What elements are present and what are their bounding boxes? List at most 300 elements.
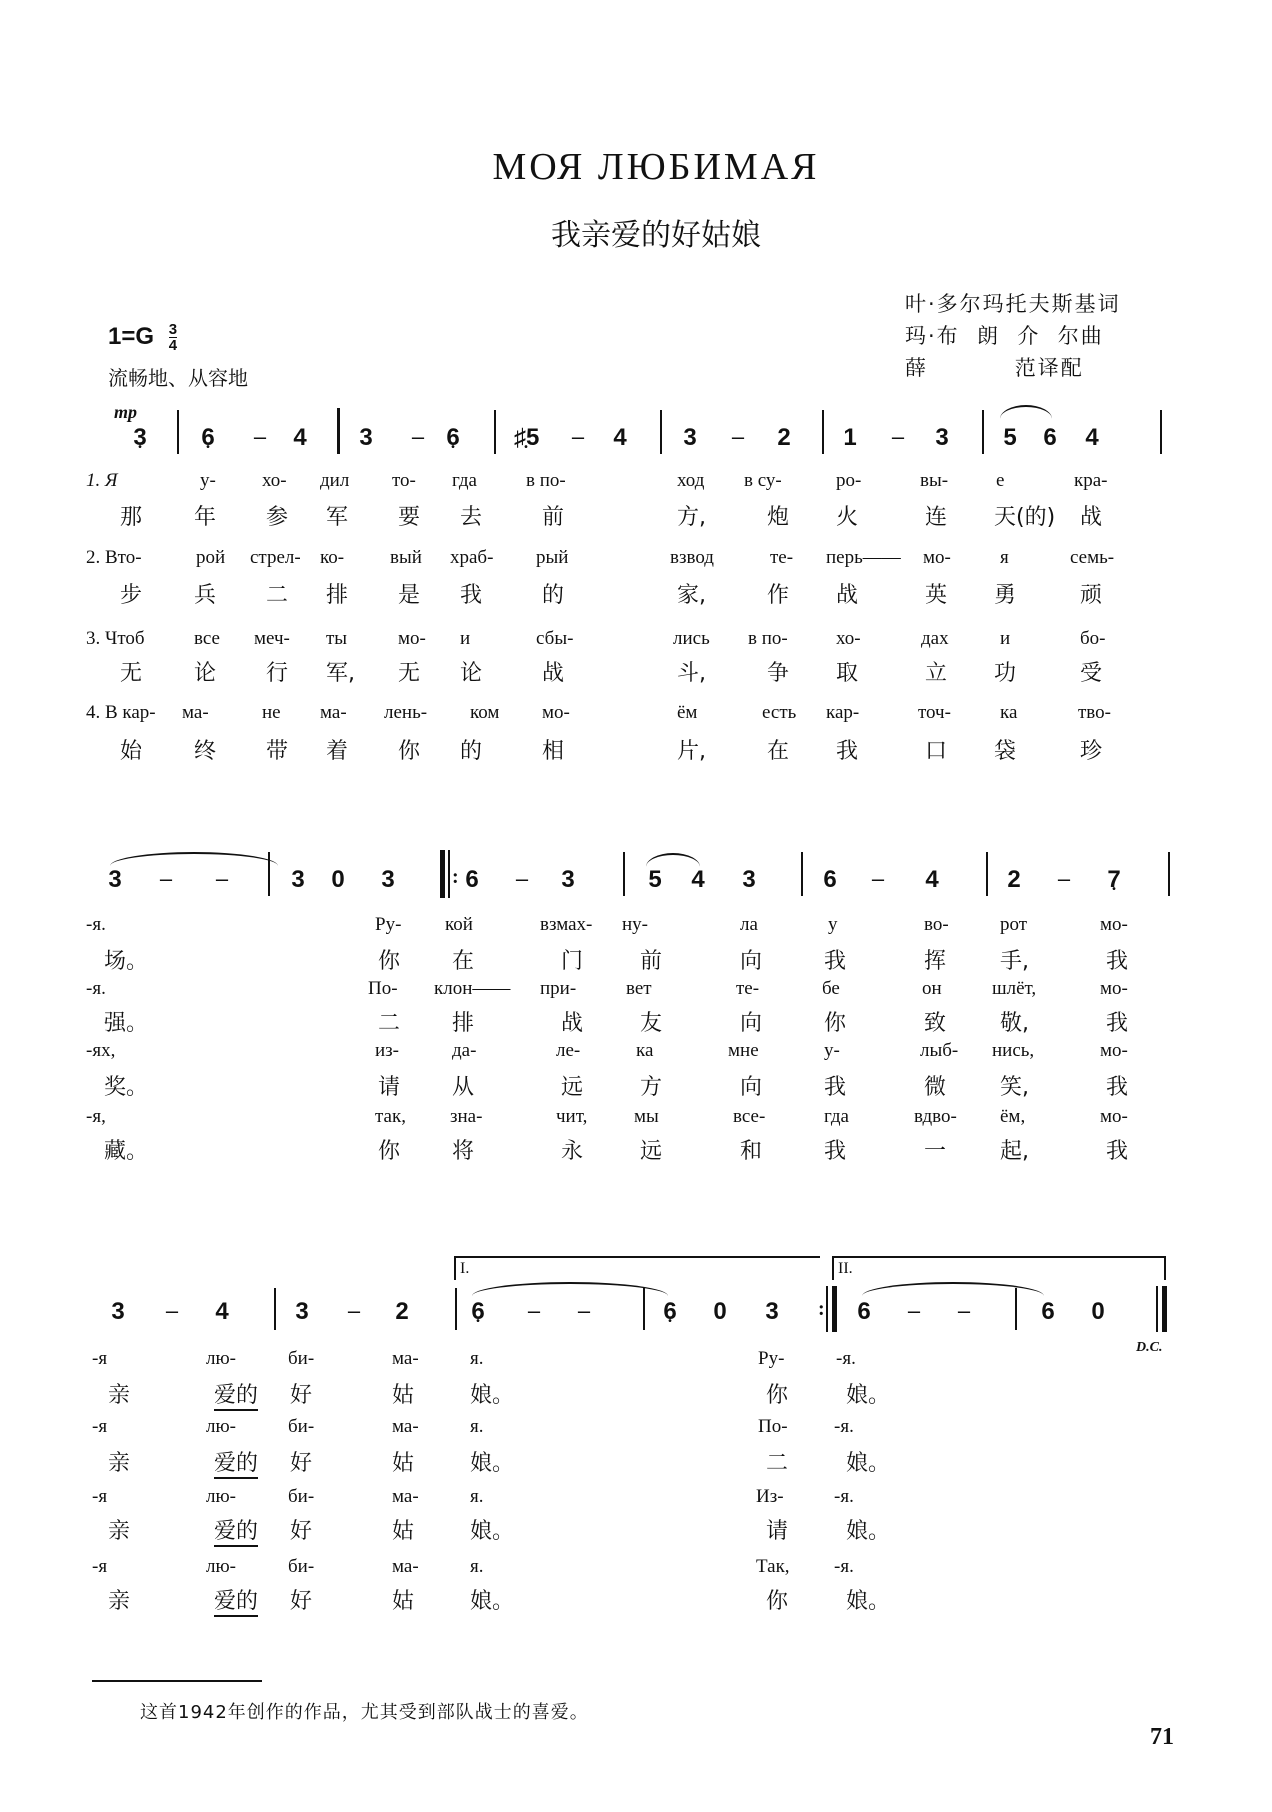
lyric-zh: 那 (120, 505, 143, 530)
barline (268, 852, 270, 896)
barline (822, 410, 824, 454)
lyric-ru: вый (390, 547, 422, 568)
lyric-ru: хо- (262, 470, 287, 491)
lyric-zh: 我 (1106, 949, 1129, 974)
slur (1000, 405, 1052, 419)
lyric-ru: шлёт, (992, 978, 1037, 999)
note: 0 (713, 1298, 727, 1325)
lyric-ru: тво- (1078, 702, 1111, 723)
dynamic-mp: mp (114, 402, 138, 422)
lyric-zh: 娘。 (846, 1451, 891, 1476)
lyric-zh: 终 (194, 739, 217, 764)
lyric-zh: 微 (924, 1075, 947, 1100)
lyric-ru: -я. (834, 1556, 854, 1577)
lyric-ru: лыб- (920, 1040, 959, 1061)
dash: – (891, 424, 905, 449)
lyric-zh: 去 (460, 505, 483, 530)
lyric-zh: 战 (561, 1011, 584, 1036)
note: 0 (1091, 1298, 1105, 1325)
lyric-zh: 行 (266, 661, 289, 686)
dash: – (907, 1298, 921, 1323)
note: 6 • (196, 424, 220, 452)
lyric-zh: 无 (120, 661, 143, 686)
lyric-zh: 和 (740, 1139, 763, 1164)
lyric-zh: 将 (452, 1139, 475, 1164)
lyric-ru: ма- (392, 1348, 419, 1369)
credit-lyricist: 叶·多尔玛托夫斯基词 (905, 292, 1121, 316)
lyric-ru: -я (92, 1416, 108, 1437)
barline (801, 852, 803, 896)
lyric-zh: 二 (378, 1011, 401, 1036)
lyric-ru: ма- (392, 1416, 419, 1437)
dash: – (515, 866, 529, 891)
lyric-zh: 娘。 (470, 1383, 515, 1408)
lyric-zh: 笑, (1000, 1075, 1029, 1100)
note: 3 (381, 866, 395, 893)
lyric-ru: все (194, 628, 220, 649)
tie (472, 1282, 668, 1296)
lyric-zh-melisma: 爱的 (214, 1514, 258, 1547)
lyric-ru: мо- (1100, 1106, 1128, 1127)
lyric-ru: ма- (392, 1486, 419, 1507)
final-barline (1162, 1286, 1167, 1332)
lyric-ru: у- (200, 470, 216, 491)
lyric-zh: 向 (740, 949, 763, 974)
lyric-ru: в по- (748, 628, 788, 649)
lyric-ru: то- (392, 470, 416, 491)
lyric-zh-melisma: 爱的 (214, 1584, 258, 1617)
lyric-ru: в по- (526, 470, 566, 491)
lyric-ru: рот (1000, 914, 1028, 935)
lyric-ru: я. (470, 1556, 484, 1577)
note: 3 (683, 424, 697, 451)
lyric-zh: 前 (542, 505, 565, 530)
lyric-zh: 军 (326, 505, 349, 530)
lyric-ru: точ- (918, 702, 951, 723)
lyric-ru: чит, (556, 1106, 588, 1127)
note: 4 (613, 424, 627, 451)
dash: – (731, 424, 745, 449)
barline (494, 410, 496, 454)
lyric-ru: мо- (1100, 914, 1128, 935)
lyric-ru: ла (740, 914, 758, 935)
lyric-zh: 家, (677, 583, 706, 608)
note: 4 (691, 866, 705, 893)
lyric-ru: По- (758, 1416, 788, 1437)
lyric-zh: 争 (767, 661, 790, 686)
lyric-ru: гда (452, 470, 477, 491)
dash: – (411, 424, 425, 449)
lyric-zh: 一 (924, 1139, 947, 1164)
lyric-ru: мо- (1100, 1040, 1128, 1061)
lyric-ru: рый (536, 547, 569, 568)
barline (1015, 1288, 1017, 1330)
lyric-zh: 始 (120, 739, 143, 764)
lyric-ru: ём (677, 702, 698, 723)
lyric-ru: храб- (450, 547, 494, 568)
lyric-zh: 强。 (104, 1011, 149, 1036)
note: 6 (465, 866, 479, 893)
lyric-ru: да- (452, 1040, 477, 1061)
key-signature (108, 322, 177, 353)
barline (177, 410, 179, 454)
lyric-ru: Ру- (375, 914, 402, 935)
lyric-ru: я (1000, 547, 1009, 568)
dash: – (253, 424, 267, 449)
lyric-zh: 姑 (392, 1383, 415, 1408)
lyric-zh: 立 (925, 661, 948, 686)
tie (110, 852, 278, 866)
note: 6 • (441, 424, 465, 452)
lyric-zh: 远 (561, 1075, 584, 1100)
lyric-ru: -я. (834, 1416, 854, 1437)
note: 3 (935, 424, 949, 451)
lyric-ru: он (922, 978, 942, 999)
lyric-ru: кой (445, 914, 473, 935)
lyric-ru: -я, (86, 1106, 106, 1127)
lyric-zh: 亲 (108, 1451, 131, 1476)
lyric-ru: лись (673, 628, 710, 649)
lyric-zh: 在 (452, 949, 475, 974)
lyric-ru: -я. (834, 1486, 854, 1507)
note: 5 (1003, 424, 1017, 451)
lyric-zh: 论 (460, 661, 483, 686)
lyric-ru: ём, (1000, 1106, 1026, 1127)
lyric-ru: взмах- (540, 914, 593, 935)
lyric-zh: 天(的) (994, 505, 1056, 530)
lyric-zh: 我 (824, 1139, 847, 1164)
lyric-zh: 娘。 (846, 1589, 891, 1614)
lyric-ru: мо- (923, 547, 951, 568)
lyric-zh: 着 (326, 739, 349, 764)
dash: – (165, 1298, 179, 1323)
lyric-zh: 的 (542, 583, 565, 608)
lyric-zh-melisma: 爱的 (214, 1446, 258, 1479)
lyric-zh: 向 (740, 1011, 763, 1036)
lyric-zh: 好 (290, 1589, 313, 1614)
lyric-zh: 我 (1106, 1011, 1129, 1036)
lyric-zh: 我 (836, 739, 859, 764)
lyric-ru: би- (288, 1556, 315, 1577)
lyric-zh: 远 (640, 1139, 663, 1164)
lyric-zh: 向 (740, 1075, 763, 1100)
lyric-ru: ро- (836, 470, 862, 491)
dash: – (577, 1298, 591, 1323)
lyric-ru: Ру- (758, 1348, 785, 1369)
lyric-zh: 你 (824, 1011, 847, 1036)
lyric-zh: 起, (1000, 1139, 1029, 1164)
lyric-zh: 要 (398, 505, 421, 530)
lyric-ru: взвод (670, 547, 714, 568)
note: 3 (359, 424, 373, 451)
lyric-zh: 娘。 (846, 1383, 891, 1408)
lyric-zh: 奖。 (104, 1075, 149, 1100)
lyric-ru: рой (196, 547, 226, 568)
lyric-ru: перь—— (826, 547, 901, 568)
lyric-ru: хо- (836, 628, 861, 649)
note: 1 (843, 424, 857, 451)
dash: – (527, 1298, 541, 1323)
lyric-ru: ле- (556, 1040, 581, 1061)
lyric-zh: 友 (640, 1011, 663, 1036)
lyric-zh: 是 (398, 583, 421, 608)
lyric-zh: 我 (1106, 1139, 1129, 1164)
lyric-zh: 挥 (924, 949, 947, 974)
repeat-dots: : (452, 866, 459, 888)
repeat-end-barline (832, 1286, 837, 1332)
note: 3 (108, 866, 122, 893)
lyric-zh: 前 (640, 949, 663, 974)
lyric-zh: 敬, (1000, 1011, 1029, 1036)
volta-2-label: II. (838, 1260, 853, 1277)
time-denominator: 4 (168, 337, 178, 354)
lyric-ru: мне (728, 1040, 759, 1061)
volta-1-label: I. (460, 1260, 470, 1277)
note: 3 (111, 1298, 125, 1325)
note: 4 (925, 866, 939, 893)
lyric-zh: 你 (378, 949, 401, 974)
lyric-zh: 顽 (1080, 583, 1103, 608)
lyric-ru: ка (636, 1040, 654, 1061)
repeat-dots: : (818, 1298, 825, 1320)
lyric-ru: так, (375, 1106, 406, 1127)
lyric-zh: 斗, (677, 661, 706, 686)
dash: – (347, 1298, 361, 1323)
note: 4 (215, 1298, 229, 1325)
note: 2 (395, 1298, 409, 1325)
lyric-ru: стрел- (250, 547, 301, 568)
lyric-ru: -ях, (86, 1040, 116, 1061)
lyric-zh: 姑 (392, 1519, 415, 1544)
lyric-zh: 手, (1000, 949, 1029, 974)
lyric-zh: 在 (767, 739, 790, 764)
lyric-zh-melisma: 爱的 (214, 1378, 258, 1411)
lyric-zh: 我 (1106, 1075, 1129, 1100)
dash: – (571, 424, 585, 449)
lyric-ru: Так, (756, 1556, 790, 1577)
lyric-zh: 方, (677, 505, 706, 530)
lyric-ru: меч- (254, 628, 290, 649)
lyric-zh: 无 (398, 661, 421, 686)
page-number: 71 (1150, 1724, 1174, 1750)
lyric-ru: те- (770, 547, 794, 568)
lyric-zh: 你 (766, 1383, 789, 1408)
note: 3 (742, 866, 756, 893)
time-numerator: 3 (168, 321, 178, 338)
lyric-zh: 好 (290, 1383, 313, 1408)
barline (986, 852, 988, 896)
barline (455, 1288, 457, 1330)
lyric-zh: 好 (290, 1519, 313, 1544)
note: 4 (293, 424, 307, 451)
time-signature (169, 322, 177, 353)
note-sharp: ♯5 • (514, 424, 538, 452)
lyric-zh: 受 (1080, 661, 1103, 686)
lyric-zh: 排 (326, 583, 349, 608)
lyric-ru: бо- (1080, 628, 1106, 649)
lyric-ru: у- (824, 1040, 840, 1061)
lyric-ru: я. (470, 1416, 484, 1437)
lyric-ru: Из- (756, 1486, 784, 1507)
lyric-zh: 我 (824, 1075, 847, 1100)
lyric-zh: 从 (452, 1075, 475, 1100)
lyric-ru: ты (326, 628, 348, 649)
lyric-ru: мо- (542, 702, 570, 723)
barline (982, 410, 984, 454)
lyric-zh: 战 (542, 661, 565, 686)
lyric-ru: вет (626, 978, 652, 999)
title-chinese: 我亲爱的好姑娘 (551, 218, 761, 253)
lyric-ru: дах (921, 628, 949, 649)
lyric-zh: 口 (925, 739, 948, 764)
dash: – (871, 866, 885, 891)
lyric-ru: лю- (206, 1416, 237, 1437)
note: 5 (648, 866, 662, 893)
lyric-zh: 亲 (108, 1383, 131, 1408)
lyric-zh: 娘。 (470, 1451, 515, 1476)
dash: – (1057, 866, 1071, 891)
lyric-ru: е (996, 470, 1005, 491)
lyric-zh: 二 (266, 583, 289, 608)
lyric-zh: 战 (1080, 505, 1103, 530)
lyric-zh: 场。 (104, 949, 149, 974)
lyric-ru: ма- (320, 702, 347, 723)
lyric-ru: 4. В кар- (86, 702, 156, 723)
barline (337, 408, 340, 454)
lyric-zh: 方 (640, 1075, 663, 1100)
lyric-zh: 珍 (1080, 739, 1103, 764)
lyric-ru: лю- (206, 1486, 237, 1507)
lyric-zh: 勇 (994, 583, 1017, 608)
lyric-ru: -я. (86, 914, 106, 935)
lyric-zh: 你 (398, 739, 421, 764)
lyric-ru: ма- (182, 702, 209, 723)
lyric-ru: -я (92, 1556, 108, 1577)
lyric-zh: 你 (766, 1589, 789, 1614)
lyric-zh: 娘。 (470, 1589, 515, 1614)
lyric-ru: клон—— (434, 978, 511, 999)
note: 6 (823, 866, 837, 893)
lyric-ru: и (1000, 628, 1011, 649)
barline (643, 1288, 645, 1330)
repeat-end-thin (826, 1286, 828, 1332)
lyric-ru: лю- (206, 1556, 237, 1577)
lyric-zh: 门 (561, 949, 584, 974)
lyric-zh: 娘。 (470, 1519, 515, 1544)
lyric-zh: 兵 (194, 583, 217, 608)
lyric-ru: во- (924, 914, 949, 935)
lyric-ru: и (460, 628, 471, 649)
lyric-ru: ко- (320, 547, 345, 568)
lyric-ru: -я (92, 1486, 108, 1507)
lyric-ru: есть (762, 702, 797, 723)
lyric-ru: бе (822, 978, 840, 999)
volta-second-ending (832, 1256, 1166, 1280)
lyric-zh: 年 (194, 505, 217, 530)
note: 3 (765, 1298, 779, 1325)
lyric-zh: 的 (460, 739, 483, 764)
note: 6 (1043, 424, 1057, 451)
lyric-zh: 好 (290, 1451, 313, 1476)
lyric-ru: мо- (398, 628, 426, 649)
barline (1160, 410, 1162, 454)
lyric-ru: все- (733, 1106, 766, 1127)
lyric-zh: 片, (677, 739, 706, 764)
lyric-ru: ход (677, 470, 705, 491)
lyric-ru: я. (470, 1348, 484, 1369)
note: 2 (1007, 866, 1021, 893)
lyric-ru: я. (470, 1486, 484, 1507)
lyric-ru: би- (288, 1348, 315, 1369)
lyric-ru: у (828, 914, 838, 935)
note: 7 • (1102, 866, 1126, 894)
lyric-zh: 火 (836, 505, 859, 530)
da-capo-marking: D.C. (1136, 1340, 1163, 1355)
lyric-ru: нись, (992, 1040, 1035, 1061)
lyric-zh: 排 (452, 1011, 475, 1036)
lyric-zh: 取 (836, 661, 859, 686)
barline (274, 1288, 276, 1330)
repeat-start-barline (440, 850, 445, 898)
lyric-ru: вдво- (914, 1106, 957, 1127)
tempo-marking: 流畅地、从容地 (108, 366, 248, 390)
lyric-ru: гда (824, 1106, 849, 1127)
lyric-zh: 永 (561, 1139, 584, 1164)
footnote-divider (92, 1680, 262, 1682)
lyric-ru: мы (634, 1106, 659, 1127)
lyric-zh: 姑 (392, 1451, 415, 1476)
note: 6 (1041, 1298, 1055, 1325)
lyric-zh: 我 (460, 583, 483, 608)
note: 3 (291, 866, 305, 893)
lyric-zh: 作 (767, 583, 790, 608)
lyric-ru: ком (470, 702, 500, 723)
lyric-ru: ма- (392, 1556, 419, 1577)
lyric-ru: вы- (920, 470, 949, 491)
lyric-ru: би- (288, 1416, 315, 1437)
note: 3 • (128, 424, 152, 452)
volta-first-ending (454, 1256, 820, 1280)
barline (623, 852, 625, 896)
lyric-zh: 姑 (392, 1589, 415, 1614)
lyric-zh: 致 (924, 1011, 947, 1036)
barline (660, 410, 662, 454)
dash: – (159, 866, 173, 891)
lyric-zh: 相 (542, 739, 565, 764)
barline (1168, 852, 1170, 896)
note: 4 (1085, 424, 1099, 451)
lyric-zh: 炮 (767, 505, 790, 530)
lyric-ru: лень- (384, 702, 428, 723)
lyric-zh: 步 (120, 583, 143, 608)
note: 0 (331, 866, 345, 893)
lyric-ru: По- (368, 978, 398, 999)
lyric-zh: 亲 (108, 1589, 131, 1614)
lyric-ru: 1. Я (86, 470, 118, 491)
lyric-ru: мо- (1100, 978, 1128, 999)
lyric-ru: те- (736, 978, 760, 999)
lyric-zh: 军, (326, 661, 355, 686)
note: 3 (561, 866, 575, 893)
lyric-ru: зна- (450, 1106, 483, 1127)
lyric-ru: -я. (86, 978, 106, 999)
title-russian: МОЯ ЛЮБИМАЯ (492, 146, 820, 188)
note: 6 • (658, 1298, 682, 1326)
final-barline-thin (1156, 1286, 1158, 1332)
key-label: 1=G (108, 322, 155, 350)
lyric-zh: 亲 (108, 1519, 131, 1544)
lyric-ru: 2. Вто- (86, 547, 142, 568)
